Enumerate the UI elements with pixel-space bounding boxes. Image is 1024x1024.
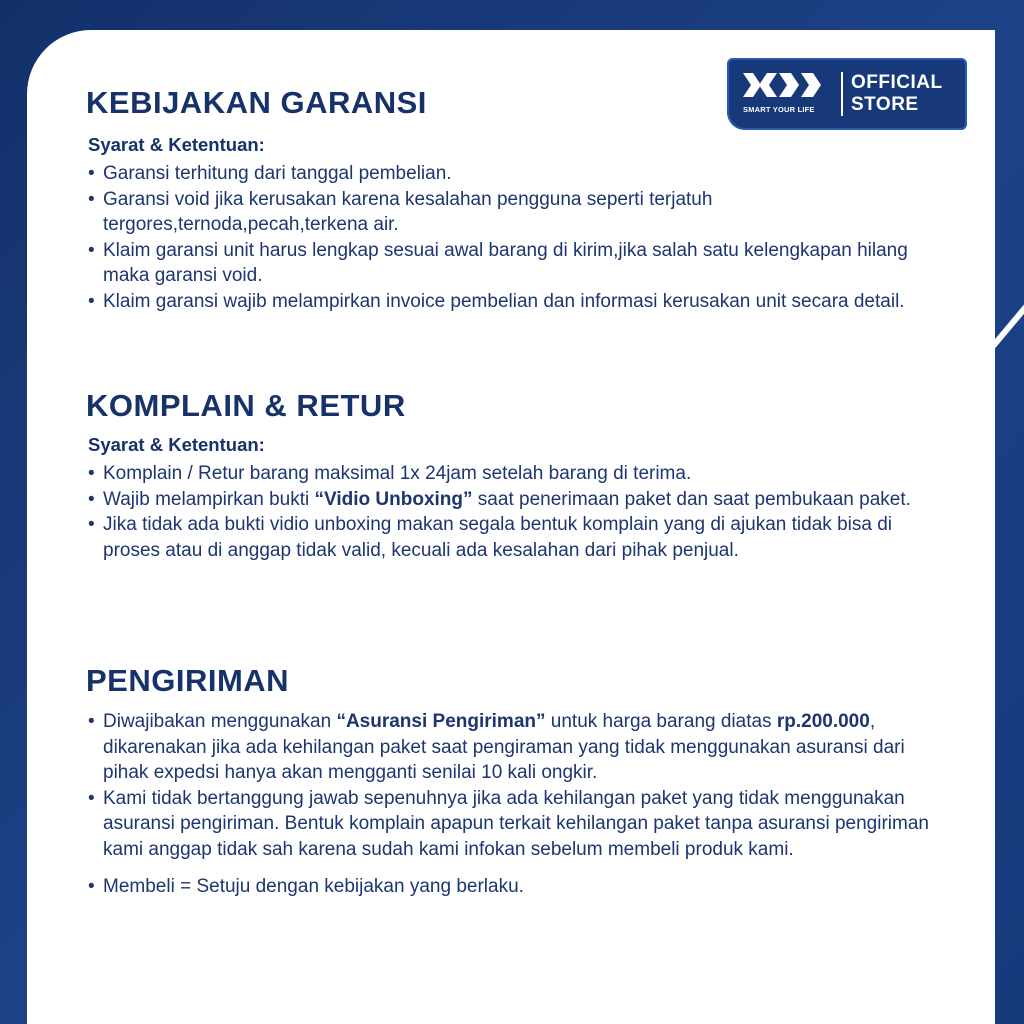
list-item (88, 709, 950, 786)
section-title-garansi: KEBIJAKAN GARANSI (86, 85, 427, 120)
section-title-komplain: KOMPLAIN & RETUR (86, 388, 406, 423)
item-text: untuk harga barang diatas (545, 711, 777, 732)
list-item: • Garansi terhitung dari tanggal pembelian. (88, 161, 950, 187)
list-item: • Komplain / Retur barang maksimal 1x 24jam setelah barang di terima. (88, 461, 950, 487)
badge-label (851, 72, 943, 116)
item-text: Diwajibakan menggunakan (103, 711, 337, 732)
list-item: • Kami tidak bertanggung jawab sepenuhnya jika ada kehilangan paket yang tidak menggunakan asuransi pengiriman. Bentuk komplain apapun terkait kehilangan paket tanpa asuransi pengiriman kami anggap tidak sah karena sudah kami infokan sebelum membeli produk kami. (88, 786, 950, 863)
pengiriman-list (88, 709, 950, 900)
item-text: , dikarenakan jika ada kehilangan paket saat pengiraman yang tidak menggunakan asuransi dari pihak expedsi hanya akan mengganti senilai 10 kali ongkir. (103, 711, 905, 783)
item-emphasis: rp.200.000 (776, 711, 870, 732)
item-text: Wajib melampirkan bukti (103, 488, 315, 510)
list-item: • Klaim garansi unit harus lengkap sesuai awal barang di kirim,jika salah satu kelengkapan hilang maka garansi void. (88, 238, 950, 289)
brand-logo-icon (741, 70, 833, 100)
badge-tagline: SMART YOUR LIFE (743, 105, 815, 114)
komplain-list (88, 461, 950, 563)
section-title-pengiriman: PENGIRIMAN (86, 663, 290, 698)
badge-line-store: STORE (851, 94, 919, 115)
list-item: • Garansi void jika kerusakan karena kesalahan pengguna seperti terjatuh tergores,ternoda,pecah,terkena air. (88, 187, 950, 238)
garansi-list (88, 161, 950, 314)
list-item: • Klaim garansi wajib melampirkan invoice pembelian dan informasi kerusakan unit secara detail. (88, 289, 950, 315)
badge-line-official: OFFICIAL (851, 72, 943, 93)
list-item: • Membeli = Setuju dengan kebijakan yang berlaku. (88, 874, 950, 900)
section-subtitle-garansi: Syarat & Ketentuan: (88, 134, 265, 155)
item-emphasis: “Vidio Unboxing” (314, 488, 473, 510)
badge-divider (841, 72, 843, 116)
item-text: saat penerimaan paket dan saat pembukaan paket. (472, 488, 911, 510)
section-subtitle-komplain: Syarat & Ketentuan: (88, 434, 265, 455)
official-store-badge (727, 58, 967, 130)
list-item (88, 487, 950, 513)
list-item: • Jika tidak ada bukti vidio unboxing makan segala bentuk komplain yang di ajukan tidak bisa di proses atau di anggap tidak valid, kecuali ada kesalahan dari pihak penjual. (88, 512, 950, 563)
item-emphasis: “Asuransi Pengiriman” (336, 711, 546, 732)
